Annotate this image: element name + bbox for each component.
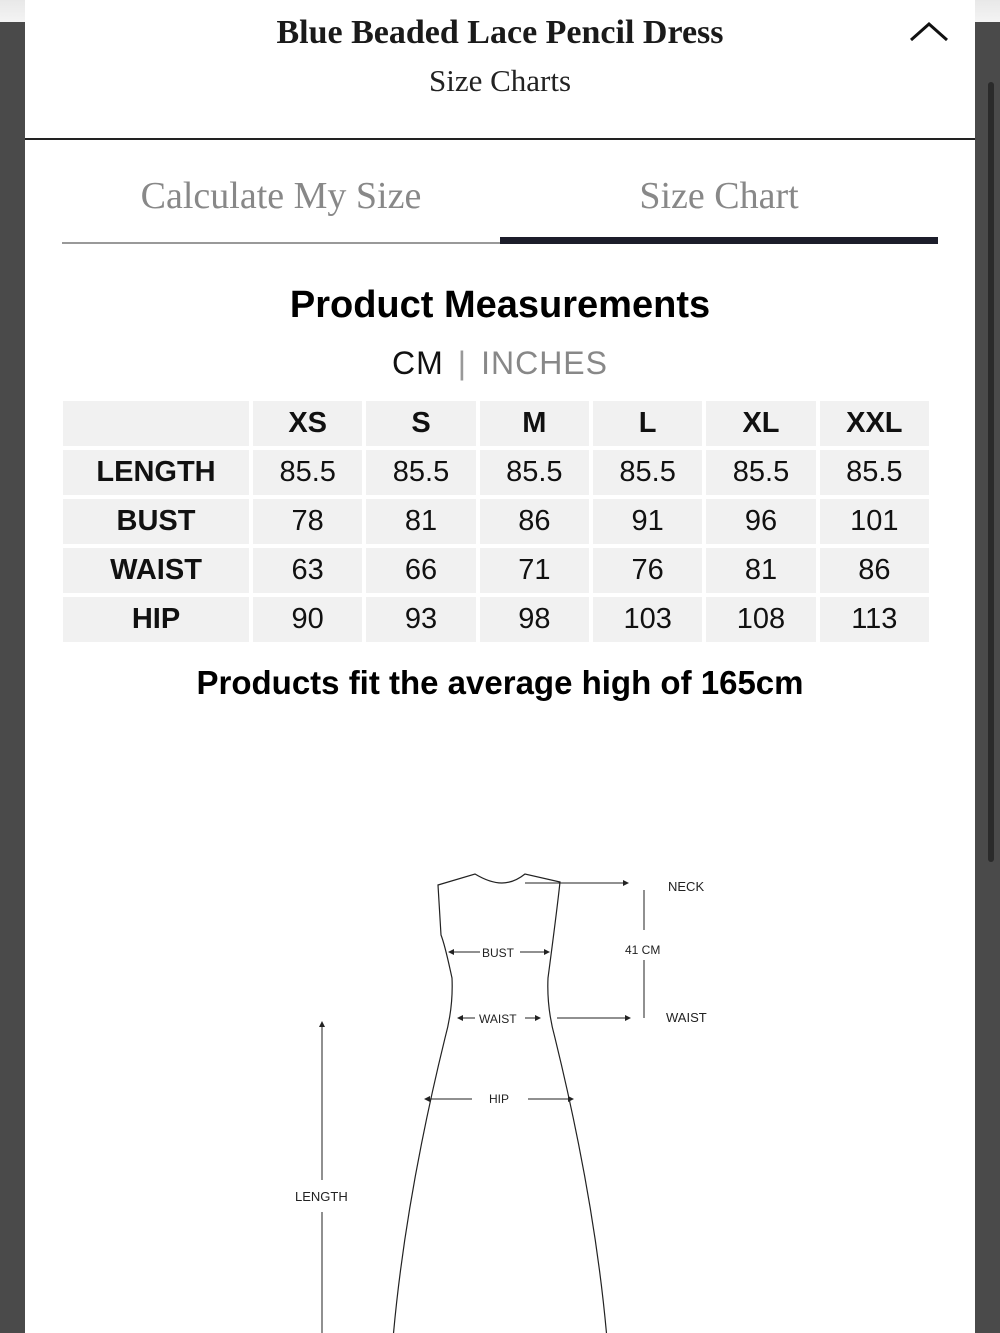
table-cell: 85.5 xyxy=(593,450,702,495)
size-header: XXL xyxy=(820,401,929,446)
table-cell: 86 xyxy=(820,548,929,593)
table-cell: 63 xyxy=(253,548,362,593)
table-cell: 85.5 xyxy=(480,450,589,495)
table-cell: 78 xyxy=(253,499,362,544)
table-cell: 85.5 xyxy=(253,450,362,495)
neck-to-waist-label: 41 CM xyxy=(625,943,661,957)
table-cell: 108 xyxy=(706,597,815,642)
size-header: XL xyxy=(706,401,815,446)
unit-cm-option[interactable]: CM xyxy=(392,345,444,381)
table-cell: 113 xyxy=(820,597,929,642)
table-row xyxy=(63,450,929,495)
row-label: LENGTH xyxy=(63,450,249,495)
bust-label: BUST xyxy=(482,946,515,960)
table-cell: 103 xyxy=(593,597,702,642)
tab-size-chart[interactable]: Size Chart xyxy=(500,168,938,244)
product-title: Blue Beaded Lace Pencil Dress xyxy=(276,14,724,51)
table-cell: 86 xyxy=(480,499,589,544)
size-header: XS xyxy=(253,401,362,446)
tab-calculate-my-size[interactable]: Calculate My Size xyxy=(62,168,500,244)
chevron-up-icon xyxy=(907,14,951,50)
table-cell: 66 xyxy=(366,548,475,593)
table-cell: 76 xyxy=(593,548,702,593)
table-cell: 91 xyxy=(593,499,702,544)
backdrop-right xyxy=(975,22,1000,1333)
unit-toggle xyxy=(25,345,975,382)
row-label: BUST xyxy=(63,499,249,544)
scrollbar-thumb[interactable] xyxy=(988,82,994,862)
table-row xyxy=(63,499,929,544)
dress-measurement-diagram xyxy=(25,860,975,1333)
neck-label: NECK xyxy=(668,879,705,894)
waist-right-label: WAIST xyxy=(666,1010,707,1025)
fit-note: Products fit the average high of 165cm xyxy=(196,664,804,701)
table-cell: 81 xyxy=(366,499,475,544)
unit-separator: | xyxy=(457,345,468,381)
table-header-row xyxy=(63,401,929,446)
table-cell: 85.5 xyxy=(366,450,475,495)
size-chart-panel xyxy=(25,0,975,1333)
size-header: M xyxy=(480,401,589,446)
waist-label: WAIST xyxy=(479,1012,517,1026)
backdrop-left xyxy=(0,22,25,1333)
table-cell: 85.5 xyxy=(820,450,929,495)
length-label: LENGTH xyxy=(295,1189,348,1204)
table-row xyxy=(63,548,929,593)
hip-label: HIP xyxy=(489,1092,510,1106)
table-cell: 96 xyxy=(706,499,815,544)
unit-inches-option[interactable]: INCHES xyxy=(481,345,608,381)
size-header: L xyxy=(593,401,702,446)
panel-subtitle: Size Charts xyxy=(428,63,572,98)
table-cell: 93 xyxy=(366,597,475,642)
table-row xyxy=(63,597,929,642)
size-tabs xyxy=(62,168,938,244)
table-cell: 81 xyxy=(706,548,815,593)
row-label: HIP xyxy=(63,597,249,642)
table-cell: 71 xyxy=(480,548,589,593)
row-label: WAIST xyxy=(63,548,249,593)
size-header: S xyxy=(366,401,475,446)
size-table xyxy=(59,397,933,646)
panel-header xyxy=(25,0,975,140)
table-cell: 85.5 xyxy=(706,450,815,495)
table-cell: 90 xyxy=(253,597,362,642)
table-cell: 98 xyxy=(480,597,589,642)
measurements-title: Product Measurements xyxy=(289,284,711,326)
collapse-button[interactable] xyxy=(907,14,951,50)
table-corner-cell xyxy=(63,401,249,446)
table-cell: 101 xyxy=(820,499,929,544)
